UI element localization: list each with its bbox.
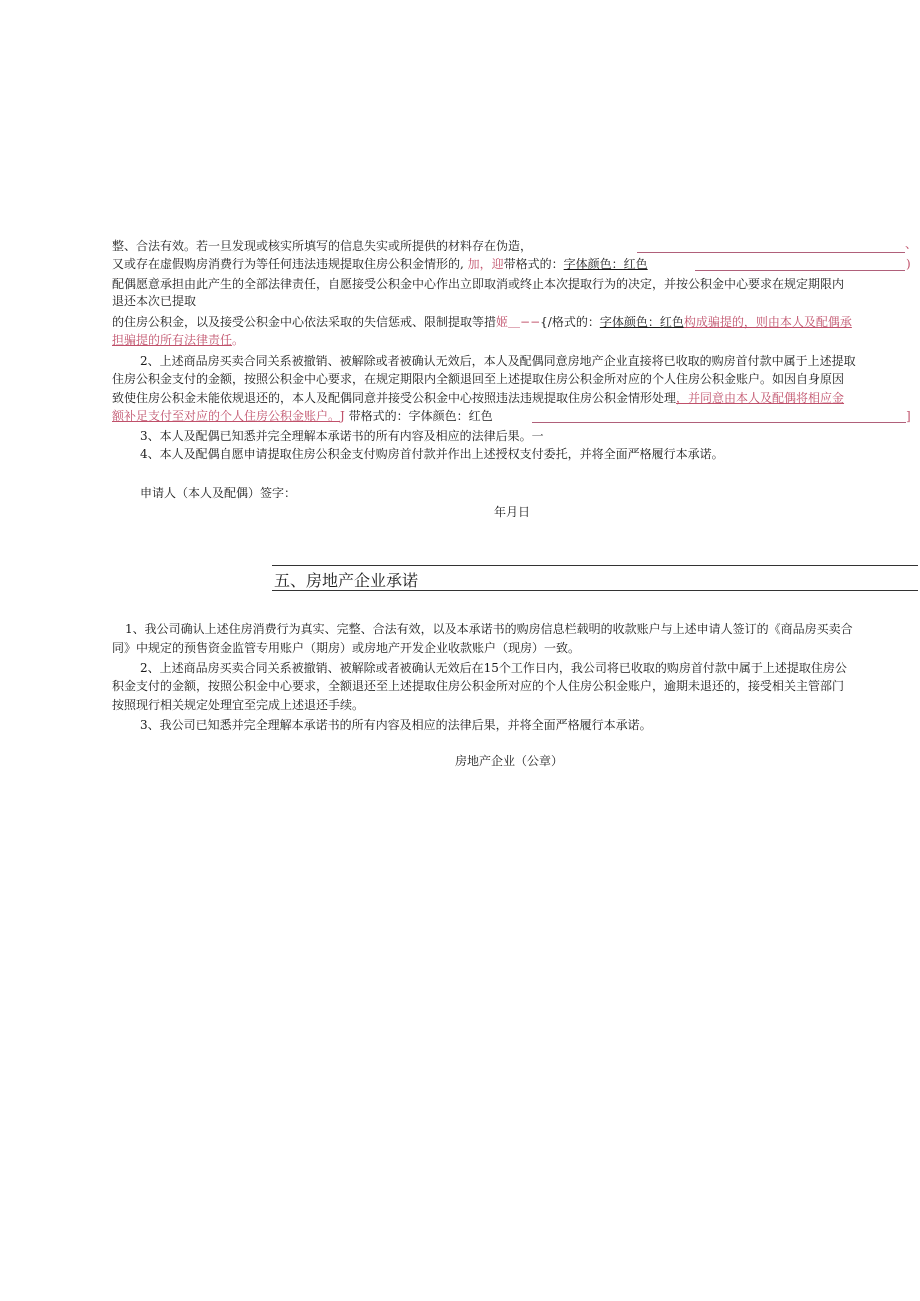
section-heading: 五、房地产企业承诺	[274, 571, 419, 590]
para3: 3、本人及配偶已知悉并完全理解本承诺书的所有内容及相应的法律后果。一	[140, 429, 544, 443]
applicant-signature-label: 申请人（本人及配偶）签字：	[140, 486, 297, 500]
heading-rule-bottom	[272, 590, 918, 591]
format-comment-box-3	[532, 408, 906, 423]
para1-line5: 的住房公积金，以及接受公积金中心依法采取的失信惩戒、限制提取等措姬＿−−{/格式的：字体颜色：红色构成骗提的，则由本人及配偶承	[112, 315, 852, 329]
para1-line1: 整、合法有效。若一旦发现或核实所填写的信息失实或所提供的材料存在伪造，	[112, 239, 533, 253]
para2-line4-end: ]	[906, 409, 911, 423]
format-comment-box-1	[637, 238, 905, 253]
para2-line3: 致使住房公积金未能依规退还的，本人及配偶同意并接受公积金中心按照违法违规提取住房公积金情形处理，并同意由本人及配偶将相应金	[112, 391, 845, 405]
para1-line1-end: 、	[905, 237, 918, 251]
s5-para2-line3: 按照现行相关规定处理宜至完成上述退还手续。	[112, 698, 365, 712]
para2-line1: 2、上述商品房买卖合同关系被撤销、被解除或者被确认无效后，本人及配偶同意房地产企业直接将已收取的购房首付款中属于上述提取	[140, 354, 856, 368]
para1-line3: 配偶愿意承担由此产生的全部法律责任，自愿接受公积金中心作出立即取消或终止本次提取行为的决定，并按公积金中心要求在规定期限内	[112, 277, 845, 291]
format-comment-box-2	[695, 256, 905, 271]
s5-para3: 3、我公司已知悉并完全理解本承诺书的所有内容及相应的法律后果，并将全面严格履行本承诺。	[140, 718, 652, 732]
s5-para1-line2: 同》中规定的预售资金监管专用账户（期房）或房地产开发企业收款账户（现房）一致。	[112, 641, 581, 655]
s5-para2-line1: 2、上述商品房买卖合同关系被撤销、被解除或者被确认无效后在15个工作日内，我公司将已收取的购房首付款中属于上述提取住房公	[140, 661, 847, 675]
para2-line2: 住房公积金支付的金额，按照公积金中心要求，在规定期限内全额退回至上述提取住房公积金所对应的个人住房公积金账户。如因自身原因	[112, 372, 845, 386]
para4: 4、本人及配偶自愿申请提取住房公积金支付购房首付款并作出上述授权支付委托，并将全面严格履行本承诺。	[140, 447, 724, 461]
company-seal-label: 房地产企业（公章）	[455, 754, 564, 768]
heading-rule-top	[272, 565, 918, 566]
para2-line4: 额补足支付至对应的个人住房公积金账户。J 带格式的：字体颜色：红色	[112, 409, 493, 423]
s5-para1-line1: 1、我公司确认上述住房消费行为真实、完整、合法有效，以及本承诺书的购房信息栏载明的收款账户与上述申请人签订的《商品房买卖合	[125, 622, 853, 636]
para1-line4: 退还本次已提取	[112, 294, 197, 308]
para1-line2: 又或存在虚假购房消费行为等任何违法违规提取住房公积金情形的, 加，迎带格式的：字体颜色：红色	[112, 257, 648, 271]
s5-para2-line2: 积金支付的金额，按照公积金中心要求，全额退还至上述提取住房公积金所对应的个人住房公积金账户，逾期未退还的，接受相关主管部门	[112, 679, 845, 693]
para1-line6: 担骗提的所有法律责任。	[112, 333, 245, 347]
date-label: 年月日	[494, 505, 531, 519]
para1-line2-end: )	[906, 257, 911, 271]
